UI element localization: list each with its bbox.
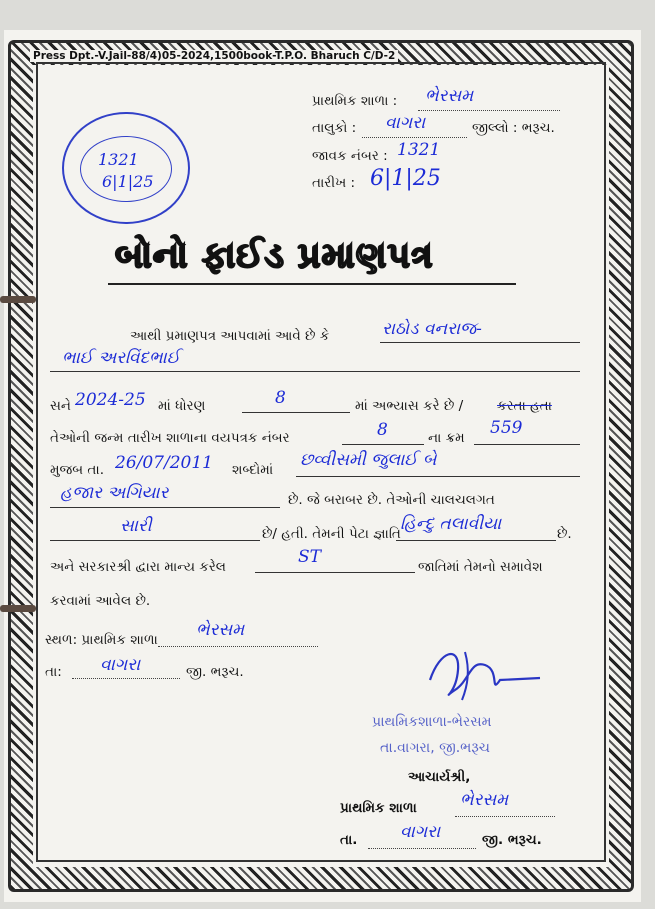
student-name-part1: રાઠોડ વનરાજ-	[382, 319, 482, 339]
register-value: 8	[377, 420, 388, 440]
serial-label: ના ક્રમ	[428, 430, 465, 446]
press-line: Press Dpt.-V.Jail-88/4)05-2024,1500book-T.P.O. Bharuch C/D-2	[30, 50, 398, 62]
register-line	[342, 444, 424, 445]
footer-ta-value: વાગરા	[400, 822, 441, 842]
dob-words-line-2	[50, 507, 280, 508]
govt-text: અને સરકારશ્રી દ્વારા માન્ય કરેલ	[50, 559, 227, 575]
school-label: પ્રાથમિક શાળા :	[312, 93, 398, 109]
std-value: 8	[275, 388, 286, 408]
date-label: તારીખ :	[312, 175, 356, 191]
year-prefix: સને	[50, 398, 71, 414]
caste-end: છે.	[557, 526, 572, 542]
conduct-line	[50, 540, 260, 541]
taluka-dots	[362, 137, 467, 138]
category-value: ST	[298, 547, 321, 567]
footer-district2: જી. ભરૂચ.	[482, 832, 542, 848]
serial-value: 559	[490, 418, 523, 438]
outward-label: જાવક નંબર :	[312, 148, 388, 164]
study-struck: કરતા હતા	[497, 398, 552, 414]
place-dots	[158, 646, 318, 647]
caste-value: હિન્દુ તલાવીયા	[400, 514, 502, 534]
study-text: માં અભ્યાસ કરે છે /	[355, 398, 464, 414]
std-label: માં ધોરણ	[158, 398, 206, 414]
seal-date: 6|1|25	[102, 172, 154, 191]
intro-text: આથી પ્રમાણપત્ર આપવામાં આવે છે કે	[130, 328, 330, 344]
date-value: 6|1|25	[370, 166, 441, 191]
closing-text: કરવામાં આવેલ છે.	[50, 593, 151, 609]
name-line-2	[50, 371, 580, 372]
principal-label: આચાર્યશ્રી,	[408, 769, 471, 785]
stamp-line-2: તા.વાગરા, જી.ભરૂચ	[380, 740, 491, 756]
ta-label: તા:	[45, 664, 62, 680]
seal-number: 1321	[98, 150, 139, 169]
stamp-line-1: પ્રાથમિકશાળા-ભેરસમ	[372, 714, 492, 730]
place-value: ભેરસમ	[196, 620, 245, 640]
school-seal-inner-ring	[80, 136, 172, 202]
binding-punch-top	[0, 296, 36, 303]
conduct-value: સારી	[120, 516, 152, 536]
footer-school-label: પ્રાથમિક શાળા	[340, 800, 417, 816]
register-text: તેઓની જન્મ તારીખ શાળાના વયપત્રક નંબર	[50, 430, 290, 446]
std-line	[242, 412, 350, 413]
ta-dots	[72, 678, 180, 679]
category-end: જાતિમાં તેમનો સમાવેશ	[418, 559, 543, 575]
name-line-1	[380, 342, 580, 343]
taluka-value: વાગરા	[385, 113, 426, 133]
dob-words-1: છવ્વીસમી જુલાઈ બે	[300, 450, 437, 470]
footer-ta-label: તા.	[340, 832, 358, 848]
school-dots	[418, 110, 560, 111]
caste-text: છે/ હતી. તેમની પેટા જ્ઞાતિ	[262, 526, 401, 542]
ta-value: વાગરા	[100, 655, 141, 675]
in-words-label: શબ્દોમાં	[232, 462, 274, 478]
school-value: ભેરસમ	[425, 86, 474, 106]
certificate-title: બોનો ફાઈડ પ્રમાણપત્ર	[115, 236, 434, 276]
student-name-part2: ભાઈ અરવિંદભાઈ	[62, 348, 180, 368]
footer-ta-dots	[368, 848, 476, 849]
district-label: જીલ્લો : ભરૂચ.	[472, 120, 555, 136]
correct-text: છે. જે બરાબર છે. તેઓની ચાલચલગત	[288, 492, 495, 508]
principal-signature	[410, 640, 550, 710]
dob-words-line-1	[296, 476, 580, 477]
serial-line	[474, 444, 580, 445]
as-per-text: મુજબ તા.	[50, 462, 104, 478]
taluka-label: તાલુકો :	[312, 120, 357, 136]
footer-school-dots	[455, 816, 555, 817]
dob-words-2: હજાર અગિયાર	[60, 483, 169, 503]
footer-school-value: ભેરસમ	[460, 790, 509, 810]
caste-line	[396, 540, 556, 541]
year-value: 2024-25	[75, 390, 146, 410]
place-label: સ્થળ: પ્રાથમિક શાળા	[45, 632, 158, 648]
binding-punch-bottom	[0, 605, 36, 612]
footer-district: જી. ભરૂચ.	[186, 664, 244, 680]
outward-value: 1321	[397, 140, 441, 160]
title-underline	[108, 283, 516, 285]
dob-value: 26/07/2011	[115, 453, 213, 473]
category-line	[255, 572, 415, 573]
